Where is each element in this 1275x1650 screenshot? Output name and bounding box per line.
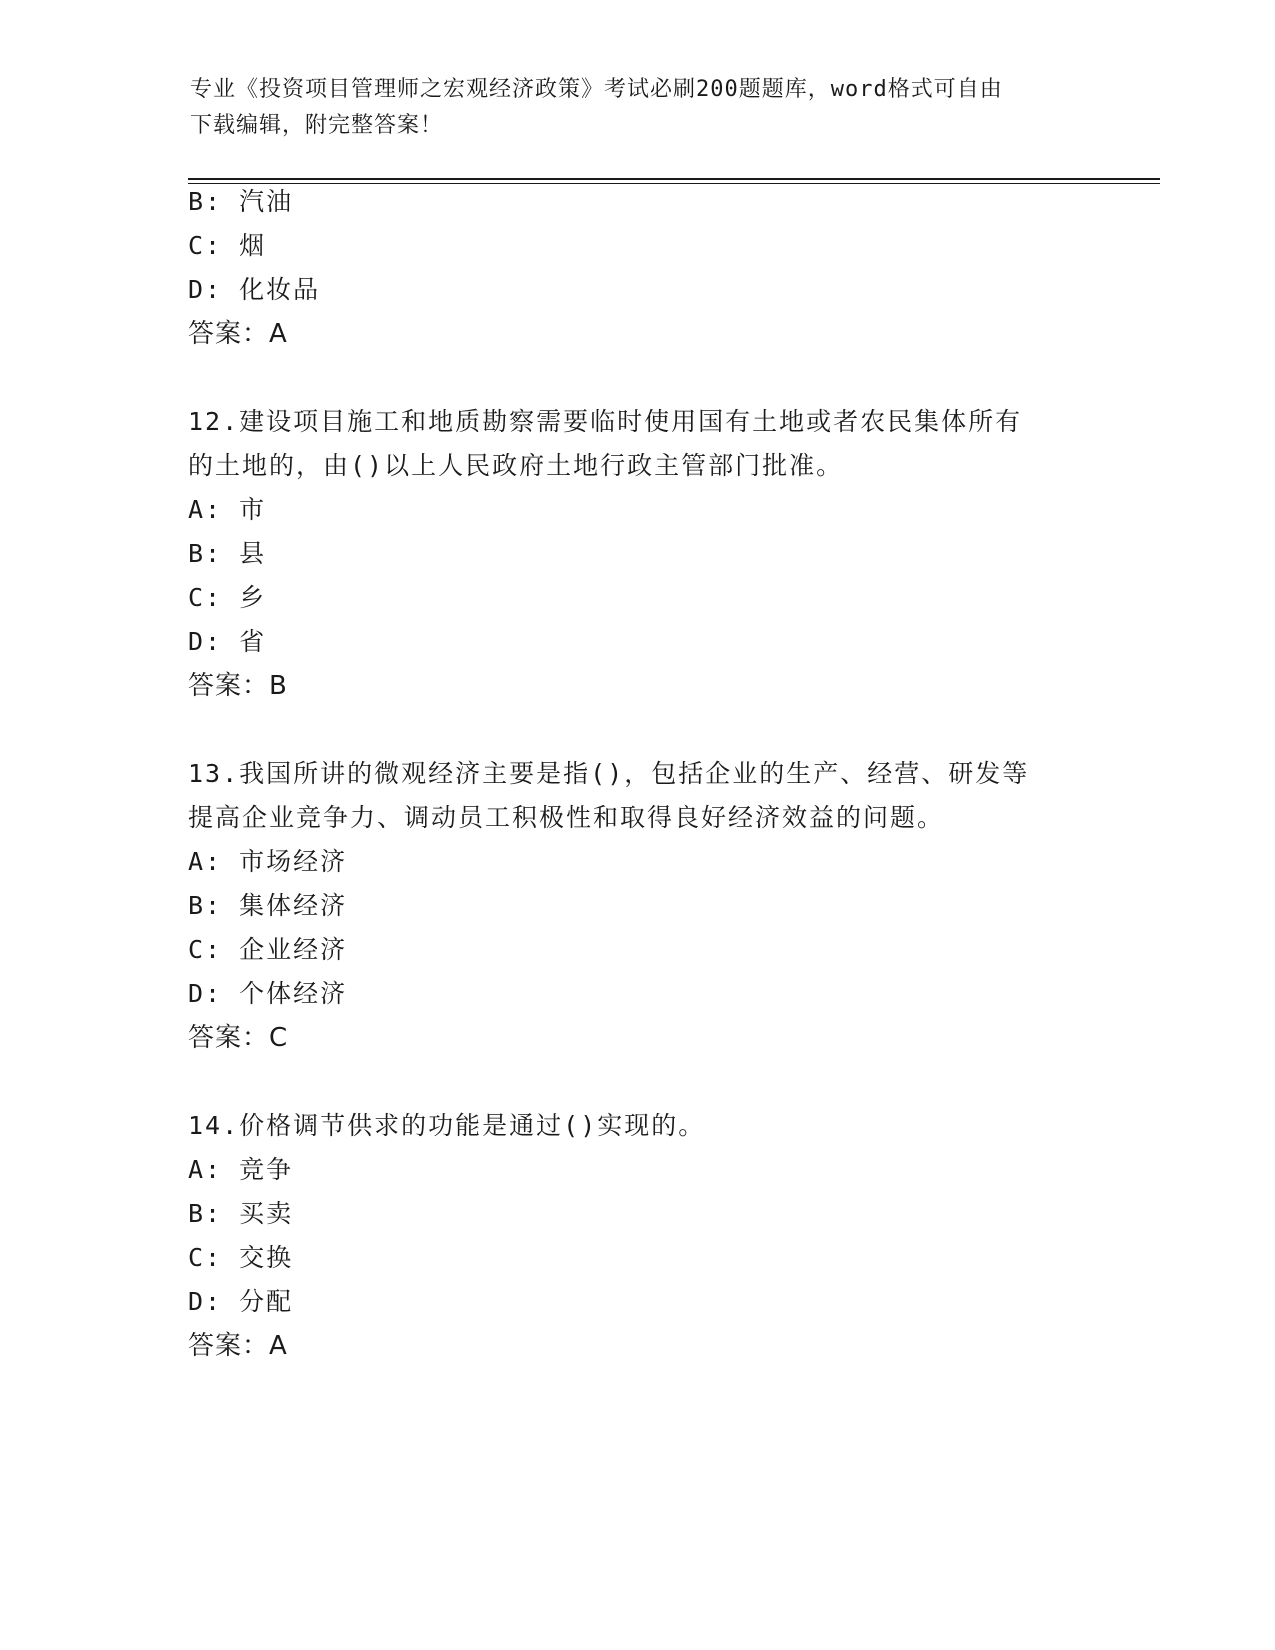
option-d: D: 化妆品 [188, 275, 321, 304]
question-12-stem-line-1: 12.建设项目施工和地质勘察需要临时使用国有土地或者农民集体所有 [188, 407, 1023, 436]
header-line-1: 专业《投资项目管理师之宏观经济政策》考试必刷200题题库，word格式可自由 [190, 77, 1003, 102]
question-13-option-b: B: 集体经济 [188, 891, 348, 920]
question-12-option-d: D: 省 [188, 627, 267, 656]
option-c: C: 烟 [188, 231, 267, 260]
question-12-stem-line-2: 的土地的，由()以上人民政府土地行政主管部门批准。 [188, 451, 844, 480]
question-14-option-a: A: 竞争 [188, 1155, 294, 1184]
answer-line: 答案：A [188, 319, 288, 349]
question-13-option-c: C: 企业经济 [188, 935, 348, 964]
question-14-option-c: C: 交换 [188, 1243, 294, 1272]
header-line-2: 下载编辑，附完整答案！ [190, 113, 444, 138]
question-14-option-d: D: 分配 [188, 1287, 294, 1316]
question-13-option-d: D: 个体经济 [188, 979, 348, 1008]
question-12-option-c: C: 乡 [188, 583, 267, 612]
question-12-option-b: B: 县 [188, 539, 267, 568]
document-header [190, 72, 1090, 144]
question-13-answer: 答案：C [188, 1023, 289, 1053]
question-14-stem: 14.价格调节供求的功能是通过()实现的。 [188, 1111, 706, 1140]
question-12-option-a: A: 市 [188, 495, 267, 524]
option-b: B: 汽油 [188, 187, 294, 216]
question-13-option-a: A: 市场经济 [188, 847, 348, 876]
question-13-stem-line-1: 13.我国所讲的微观经济主要是指()，包括企业的生产、经营、研发等 [188, 759, 1030, 788]
question-13-stem-line-2: 提高企业竞争力、调动员工积极性和取得良好经济效益的问题。 [188, 803, 945, 832]
header-divider [188, 178, 1160, 184]
question-14-answer: 答案：A [188, 1331, 288, 1361]
question-12-answer: 答案：B [188, 671, 288, 701]
question-14-option-b: B: 买卖 [188, 1199, 294, 1228]
